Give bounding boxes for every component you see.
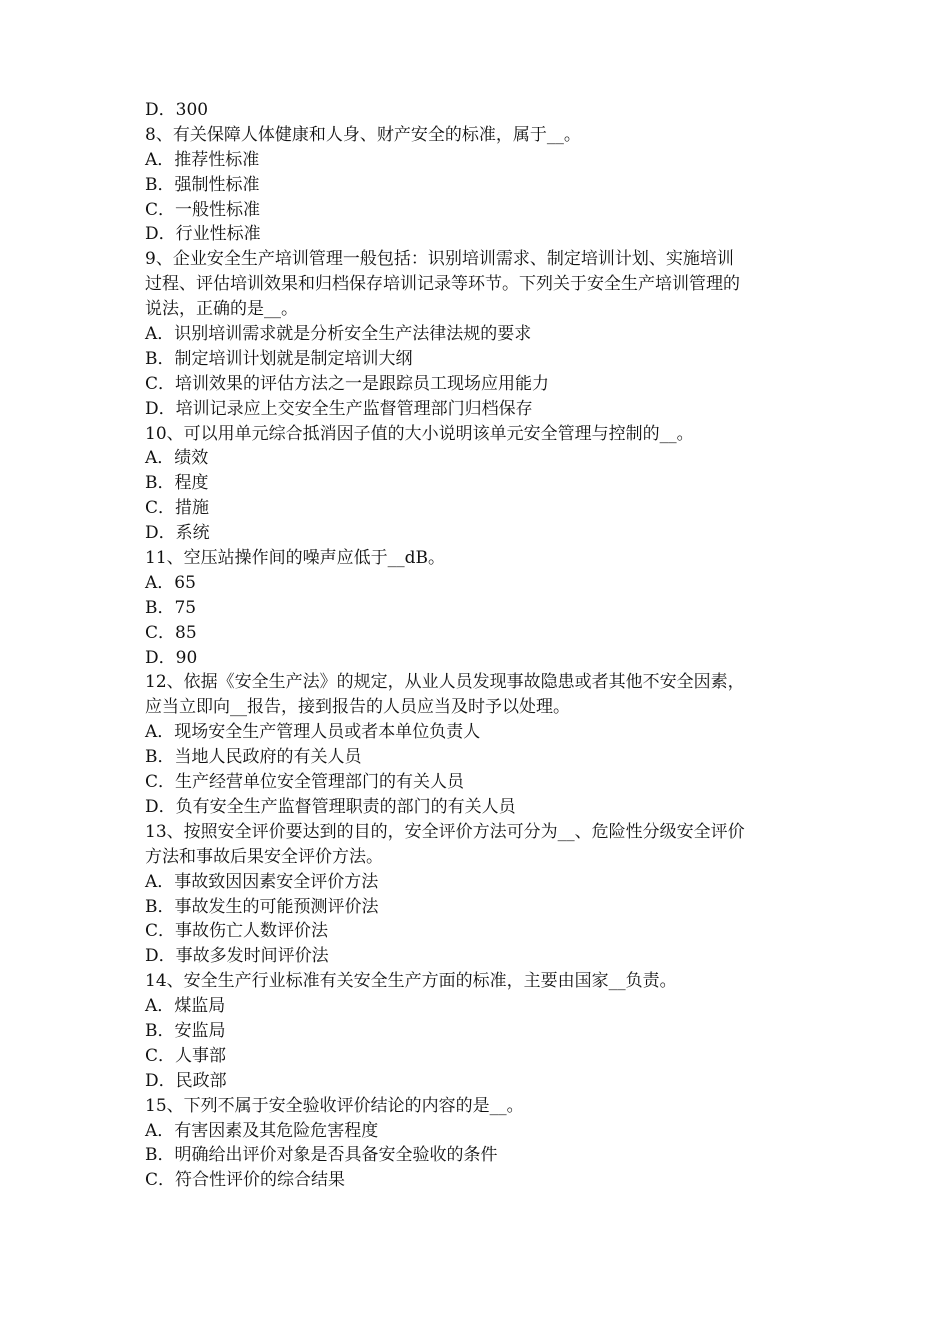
question-item	[145, 969, 815, 1093]
option-line: B．安监局	[145, 1020, 226, 1041]
option-line: B．明确给出评价对象是否具备安全验收的条件	[145, 1145, 498, 1166]
question-item	[145, 1094, 815, 1194]
option-line: C．生产经营单位安全管理部门的有关人员	[145, 772, 465, 793]
question-item	[145, 123, 815, 247]
question-text: 过程、评估培训效果和归档保存培训记录等环节。下列关于安全生产培训管理的	[145, 274, 740, 295]
option-line: A．推荐性标准	[145, 149, 260, 170]
question-text: 15、下列不属于安全验收评价结论的内容的是__。	[145, 1095, 524, 1116]
option-line: D．90	[145, 647, 198, 668]
question-list	[145, 123, 815, 1193]
question-text: 12、依据《安全生产法》的规定，从业人员发现事故隐患或者其他不安全因素，	[145, 672, 745, 693]
top-fragment	[145, 98, 815, 123]
question-text: 8、有关保障人体健康和人身、财产安全的标准，属于__。	[145, 124, 581, 145]
option-line: C．措施	[145, 498, 210, 519]
option-line: A．识别培训需求就是分析安全生产法律法规的要求	[145, 324, 532, 345]
option-line: D．事故多发时间评价法	[145, 946, 329, 967]
question-text: 说法，正确的是__。	[145, 299, 298, 320]
question-item	[145, 546, 815, 670]
option-line: D．系统	[145, 523, 210, 544]
document-page	[145, 98, 815, 1193]
option-line: D．300	[145, 100, 209, 120]
question-text: 10、可以用单元综合抵消因子值的大小说明该单元安全管理与控制的__。	[145, 423, 694, 444]
question-text: 方法和事故后果安全评价方法。	[145, 846, 383, 867]
option-line: C．一般性标准	[145, 199, 261, 220]
option-line: B．事故发生的可能预测评价法	[145, 896, 379, 917]
option-line: D．培训记录应上交安全生产监督管理部门归档保存	[145, 398, 533, 419]
option-line: C．事故伤亡人数评价法	[145, 921, 329, 942]
question-item	[145, 422, 815, 546]
option-line: C．人事部	[145, 1045, 227, 1066]
question-text: 13、按照安全评价要达到的目的，安全评价方法可分为__、危险性分级安全评价	[145, 821, 745, 842]
option-line: B．程度	[145, 473, 209, 494]
option-line: B．75	[145, 597, 197, 618]
option-line: C．符合性评价的综合结果	[145, 1170, 346, 1191]
question-item	[145, 247, 815, 421]
question-text: 9、企业安全生产培训管理一般包括：识别培训需求、制定培训计划、实施培训	[145, 249, 734, 270]
question-item	[145, 670, 815, 819]
option-line: B．当地人民政府的有关人员	[145, 747, 362, 768]
option-line: A．绩效	[145, 448, 209, 469]
option-line: C．培训效果的评估方法之一是跟踪员工现场应用能力	[145, 373, 550, 394]
option-line: A．有害因素及其危险危害程度	[145, 1120, 379, 1141]
option-line: A．65	[145, 572, 196, 593]
question-text: 应当立即向__报告，接到报告的人员应当及时予以处理。	[145, 697, 570, 718]
option-line: D．民政部	[145, 1070, 227, 1091]
option-line: A．事故致因因素安全评价方法	[145, 871, 379, 892]
option-line: B．制定培训计划就是制定培训大纲	[145, 348, 413, 369]
option-line: B．强制性标准	[145, 174, 260, 195]
question-item	[145, 820, 815, 969]
option-line: A．现场安全生产管理人员或者本单位负责人	[145, 722, 481, 743]
question-text: 11、空压站操作间的噪声应低于__dB。	[145, 548, 446, 569]
option-line: D．负有安全生产监督管理职责的部门的有关人员	[145, 796, 516, 817]
question-text: 14、安全生产行业标准有关安全生产方面的标准，主要由国家__负责。	[145, 971, 677, 992]
option-line: C．85	[145, 622, 197, 643]
option-line: A．煤监局	[145, 996, 226, 1017]
option-line: D．行业性标准	[145, 224, 261, 245]
